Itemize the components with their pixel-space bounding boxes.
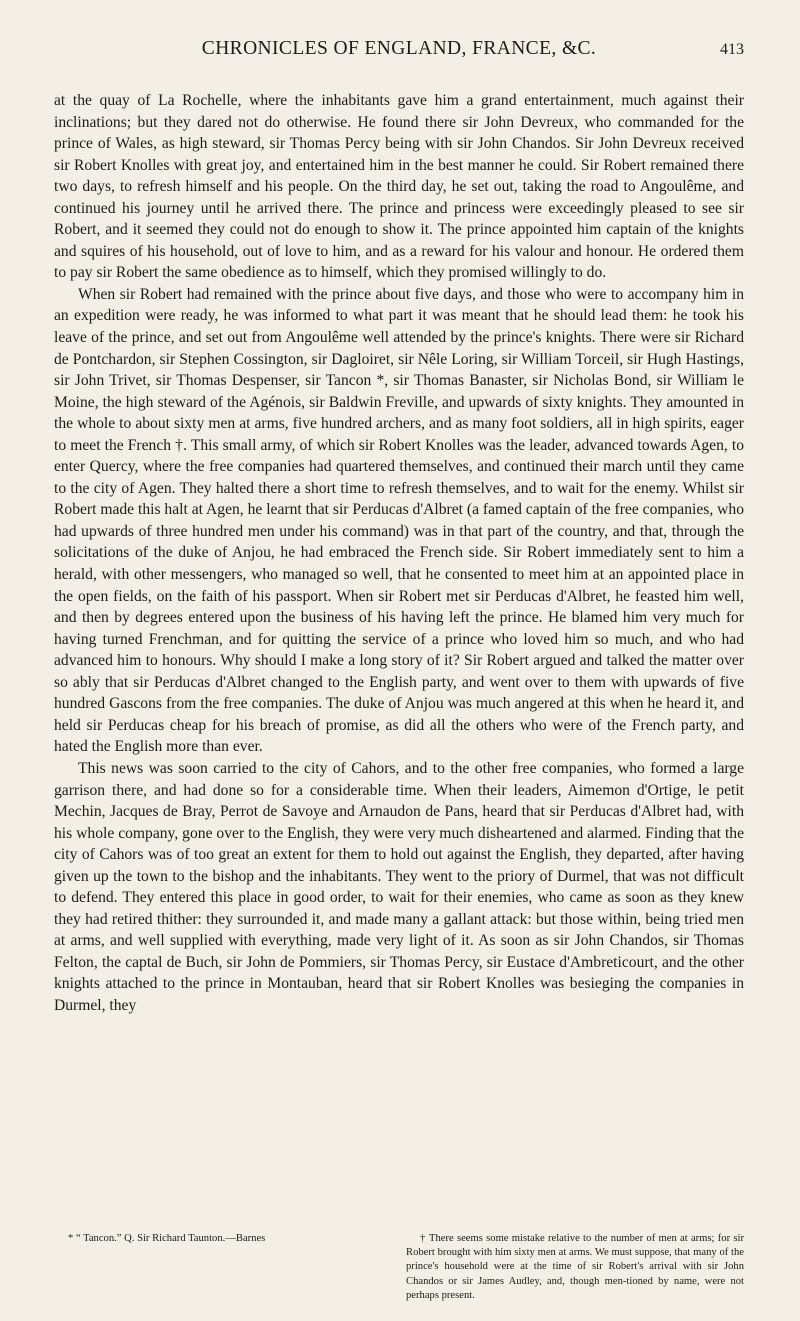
paragraph: at the quay of La Rochelle, where the inhabitants gave him a grand entertainment, much against their inclinations; but they dared not do otherwise. He found there sir John Devreux, who commanded for the prince of Wales, as high steward, sir Thomas Percy being with sir John Chandos. Sir John Devreux received sir Robert Knolles with great joy, and entertained him in the best manner he could. Sir Robert remained there two days, to refresh himself and his people. On the third day, he set out, taking the road to Angoulême, and continued his journey until he arrived there. The prince and princess were exceedingly pleased to see sir Robert, and it seemed they could not do enough to show it. The prince appointed him captain of the knights and squires of his household, out of love to him, and as a reward for his valour and honour. He ordered them to pay sir Robert the same obedience as to himself, which they promised willingly to do. — [54, 92, 744, 282]
paragraph: This news was soon carried to the city of Cahors, and to the other free companies, who formed a large garrison there, and had done so for a considerable time. When their leaders, Aimemon d'Ortige, le petit Mechin, Jacques de Bray, Perrot de Savoye and Arnaudon de Pans, heard that sir Perducas d'Albret had, with his whole company, gone over to the English, they were very much disheartened and alarmed. Finding that the city of Cahors was of too great an extent for them to hold out against the English, they departed, after having given up the town to the bishop and the inhabitants. They went to the priory of Durmel, that was not difficult to defend. They entered this place in good order, to wait for their enemies, who came as soon as they knew they had retired thither: they surrounded it, and made many a gallant attack: but those within, being tried men at arms, and well supplied with everything, made very light of it. As soon as sir John Chandos, sir Thomas Felton, the captal de Buch, sir John de Pommiers, sir Thomas Percy, sir Eustace d'Ambreticourt, and the other knights attached to the prince in Montauban, heard that sir Robert Knolles was besieging the companies in Durmel, they — [54, 759, 744, 1014]
footnote-column-left — [54, 1232, 392, 1303]
page-header — [54, 36, 744, 62]
paragraph: When sir Robert had remained with the prince about five days, and those who were to accompany him in an expedition were ready, he was informed to what part it was meant that he should lead them: he took his leave of the prince, and set out from Angoulême well attended by the prince's knights. There were sir Richard de Pontchardon, sir Stephen Cossington, sir Dagloiret, sir Nêle Loring, sir William Torceil, sir Hugh Hastings, sir John Trivet, sir Thomas Despenser, sir Tancon *, sir Thomas Banaster, sir Nicholas Bond, sir William le Moine, the high steward of the Agénois, sir Baldwin Freville, and upwards of sixty knights. They amounted in the whole to about sixty men at arms, five hundred archers, and as many foot soldiers, all in high spirits, eager to meet the French †. This small army, of which sir Robert Knolles was the leader, advanced towards Agen, to enter Quercy, where the free companies had quartered themselves, and continued their march until they came to the city of Agen. They halted there a short time to refresh themselves, and to wait for the enemy. Whilst sir Robert made this halt at Agen, he learnt that sir Perducas d'Albret (a famed captain of the free companies, who had upwards of three hundred men under his command) was in that part of the country, and that, through the solicitations of the duke of Anjou, he had embraced the French side. Sir Robert immediately sent to him a herald, with other messengers, who managed so well, that he consented to meet him at an appointed place in the open fields, on the faith of his passport. When sir Robert met sir Perducas d'Albret, he feasted him well, and then by degrees entered upon the business of his having left the prince. He blamed him very much for having turned Frenchman, and for quitting the service of a prince who loved him so much, and who had advanced him to honours. Why should I make a long story of it? Sir Robert argued and talked the matter over so ably that sir Perducas d'Albret changed to the English party, and went over to them with upwards of five hundred Gascons from the free companies. The duke of Anjou was much angered at this when he heard it, and held sir Perducas cheap for his breach of promise, as did all the others who were of the French party, and hated the English more than ever. — [54, 285, 744, 756]
page-number: 413 — [720, 41, 744, 58]
footnote: † There seems some mistake relative to the number of men at arms; for sir Robert brought with him sixty men at arms. We must suppose, that many of the prince's household were at the time of sir Robert's arrival with sir John Chandos or sir James Audley, and, though men-tioned by name, were not perhaps present. — [406, 1233, 744, 1301]
footnote-column-right — [406, 1232, 744, 1303]
footnotes — [54, 1232, 744, 1303]
footnote: * “ Tancon.” Q. Sir Richard Taunton.—Barnes — [68, 1233, 266, 1244]
running-head: CHRONICLES OF ENGLAND, FRANCE, &C. — [201, 38, 597, 59]
body-text — [54, 90, 744, 1017]
